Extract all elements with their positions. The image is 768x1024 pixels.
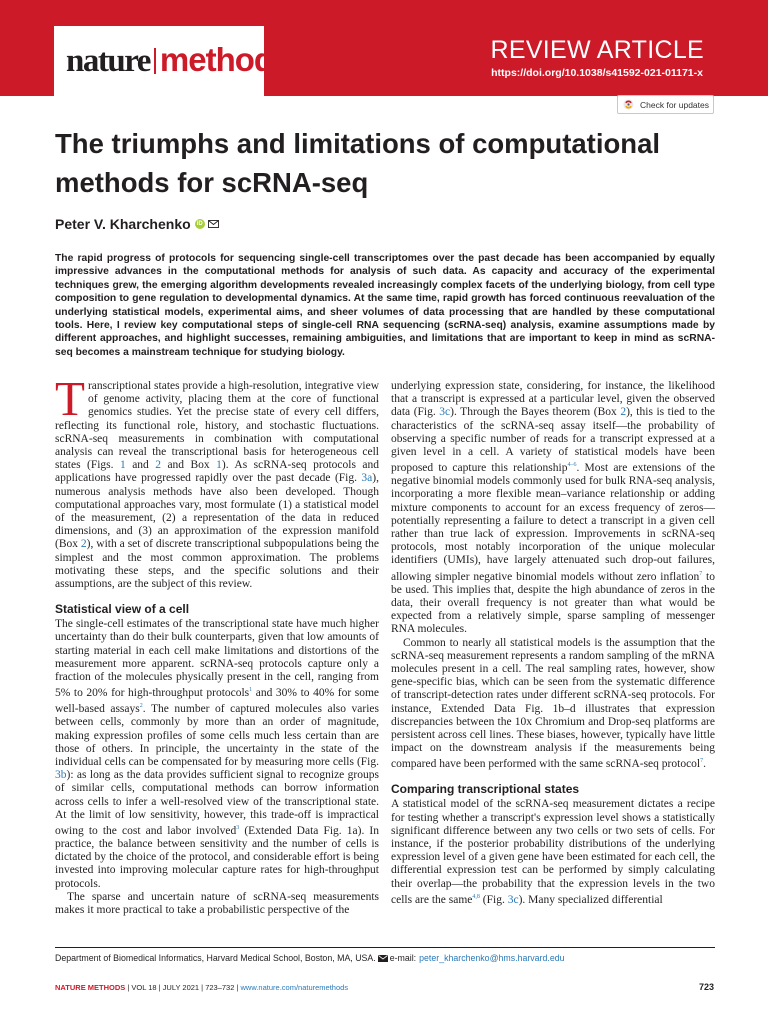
article-title: The triumphs and limitations of computational methods for scRNA-seq [55,128,661,198]
figure-link[interactable]: 1 [119,459,126,472]
mail-icon[interactable] [208,220,219,228]
footer-journal: NATURE METHODS [55,983,126,992]
mail-icon [378,955,388,962]
body-paragraph: The single-cell estimates of the transcriptional state have much higher uncertainty than do their bulk counterparts, given that low amounts of starting material in each cell make limitations and distortions of the measurement more apparent. scRNA-seq protocols capture only a fraction of the molecules physically present in the cell, ranging from 5% to 20% for high-throughput protocols$^1$ and 30% to 40% for some well-based assays$^2$. The number of captured molecules also varies between cells, commonly by more than an order of magnitude, making expression profiles of some cells much less certain than are those of others. In principle, the uncertainty in the state of the individual cells can be compensated for by measuring more cells (Fig. 3b): as long as the data provides sufficient signal to recognize groups of similar cells, computational methods can borrow information across cells to infer a well-resolved view of the transcriptional state. At the limit of low sensitivity, however, this trade-off is impractical owing to the cost and labor involved$^3$ (Extended Data Fig. 1a). In practice, the balance between sensitivity and the number of cells is dictated by the choice of the protocol, and considerable effort is being invested into improving molecular capture rates for high-throughput protocols. [55,618,379,890]
email-link[interactable]: peter_kharchenko@hms.harvard.edu [419,953,565,963]
figure-link[interactable]: 3c [439,406,451,419]
logo-methods: methods [159,41,291,78]
author-line [55,216,219,232]
journal-logo[interactable] [66,40,290,81]
box-link[interactable]: 2 [620,406,627,419]
section-heading: Comparing transcriptional states [391,782,580,797]
citation-link[interactable]: 2 [139,703,143,710]
body-column-right [391,380,715,907]
check-updates-icon [623,99,634,110]
footnote-divider [55,947,715,948]
drop-cap: T [55,371,85,426]
email-label: e-mail: [389,953,417,963]
footer-info: | VOL 18 | JULY 2021 | 723–732 | [125,983,241,992]
body-paragraph: The sparse and uncertain nature of scRNA-seq measurements makes it more practical to take a probabilistic perspective of the [55,890,379,916]
check-updates-button[interactable] [617,95,714,114]
affiliation-text: Department of Biomedical Informatics, Harvard Medical School, Boston, MA, USA. [55,953,376,963]
citation-link[interactable]: 3 [236,824,240,831]
body-paragraph: underlying expression state, considering, for instance, the likelihood that a transcript is expressed at a particular level, given the observed data (Fig. 3c). Through the Bayes theorem (Box 2), this is tied to the characteristics of the scRNA-seq assay itself—the probability of observing a specific number of reads for a transcript expressed at a given level in a cell. A variety of statistical models have been proposed to capture this relationship$^{4-6}$. Most are extensions of the negative binomial models commonly used for bulk RNA-seq analysis, incorporating a more flexible mean–variance relationship or adding mixture components to account for an excess frequency of zeros—potentially representing a failure to detect a transcript in a given cell rather than true lack of expression. Improvements in scRNA-seq protocols, most notably incorporation of the unique molecular identifiers (UMIs), have largely attenuated such drop-out failures, allowing simpler negative binomial models without zero inflation$^7$ to be used. This implies that, despite the high abundance of zeros in the data, their overall frequency is not greater than what would be expected from a relatively simple, sparse sampling of messenger RNA molecules. [391,380,715,636]
affiliation-footnote [55,953,565,963]
page-footer [55,983,348,992]
box-link[interactable]: 2 [80,538,87,551]
footer-url-link[interactable]: www.nature.com/naturemethods [240,983,349,992]
page-number: 723 [698,982,714,992]
figure-link[interactable]: 3c [507,893,519,906]
journal-masthead [54,26,291,98]
box-link[interactable]: 1 [216,459,222,472]
figure-link[interactable]: 2 [155,459,161,472]
intro-paragraph: Transcriptional states provide a high-resolution, integrative view of genome activity, placing them at the core of functional genomics studies. Yet the precise state of every cell differs, reflecting its functional role, history, and stochastic fluctuations. scRNA-seq measurements in combination with computational analysis can reveal the transcriptional basis for heterogeneous cell states (Figs. 1 and 2 and Box 1). As scRNA-seq protocols and applications have progressed rapidly over the past decade (Fig. 3a), numerous analysis methods have also been developed. Though computational approaches vary, most formulate (1) a statistical model of the measurement, (2) a representation of the data in reduced dimensions, and (3) an approximation of the expression manifold (Box 2), with a set of discrete transcriptional subpopulations being the simplest and the most common approximation. The problems motivating these steps, and the specific solutions and their assumptions, are the subject of this review. [55,371,379,591]
logo-nature: nature [66,43,150,79]
body-column-left [55,371,379,917]
author-name[interactable]: Peter V. Kharchenko [55,216,191,232]
doi-link[interactable]: https://doi.org/10.1038/s41592-021-01171-x [491,67,703,79]
logo-separator [154,48,156,74]
citation-link[interactable]: 7 [699,570,703,577]
citation-link[interactable]: 7 [700,758,704,765]
citation-link[interactable]: 4,8 [472,893,480,900]
section-heading: Statistical view of a cell [55,602,190,617]
figure-link[interactable]: 3b [55,769,67,782]
citation-link[interactable]: 1 [249,687,253,694]
orcid-icon[interactable]: iD [196,221,203,227]
abstract: The rapid progress of protocols for sequencing single-cell transcriptomes over the past decade has been accompanied by equally impressive advances in the computational methods for analysis of such data. As capacity and accuracy of the experimental techniques grew, the emerging algorithm developments revealed increasingly complex facets of the underlying biology, from cell type composition to gene regulation to developmental dynamics. At the same time, rapid growth has forced continuous reevaluation of the underlying statistical models, experimental aims, and sheer volumes of data processing that are handled by these computational tools. Here, I review key computational steps of single-cell RNA sequencing (scRNA-seq) analysis, examine assumptions made by different approaches, and highlight successes, remaining ambiguities, and limitations that are important to keep in mind as scRNA-seq becomes a mainstream technique for studying biology. [55,253,715,358]
citation-link[interactable]: 4–6 [567,462,577,469]
check-updates-label: Check for updates [640,99,709,110]
article-type: REVIEW ARTICLE [490,36,704,64]
figure-link[interactable]: 3a [361,472,373,485]
body-paragraph: A statistical model of the scRNA-seq measurement dictates a recipe for testing whether a transcript's expression level shows a statistically significant difference between any two cells or two sets of cells. For instance, if the posterior probability distributions of the underlying expression level of a given gene have been estimated for each cell, the differential expression test can be performed by simply calculating their overlap—the probability that the expression levels in the two cells are the same$^{4,8}$ (Fig. 3c). Many specialized differential [391,798,715,906]
body-paragraph: Common to nearly all statistical models is the assumption that the scRNA-seq measurement represents a random sampling of the mRNA molecules present in a cell. The real sampling rates, however, show gene-specific bias, which can be seen from the systematic difference of transcript-detection rates under different scRNA-seq protocols. For instance, Extended Data Fig. 1b–d illustrates that expression discrepancies between the 10x Chromium and Drop-seq platforms are persistent across cell lines. These biases, however, typically have little impact on the downstream analysis if the measurements being compared have been performed with the same scRNA-seq protocol$^7$. [391,636,715,771]
